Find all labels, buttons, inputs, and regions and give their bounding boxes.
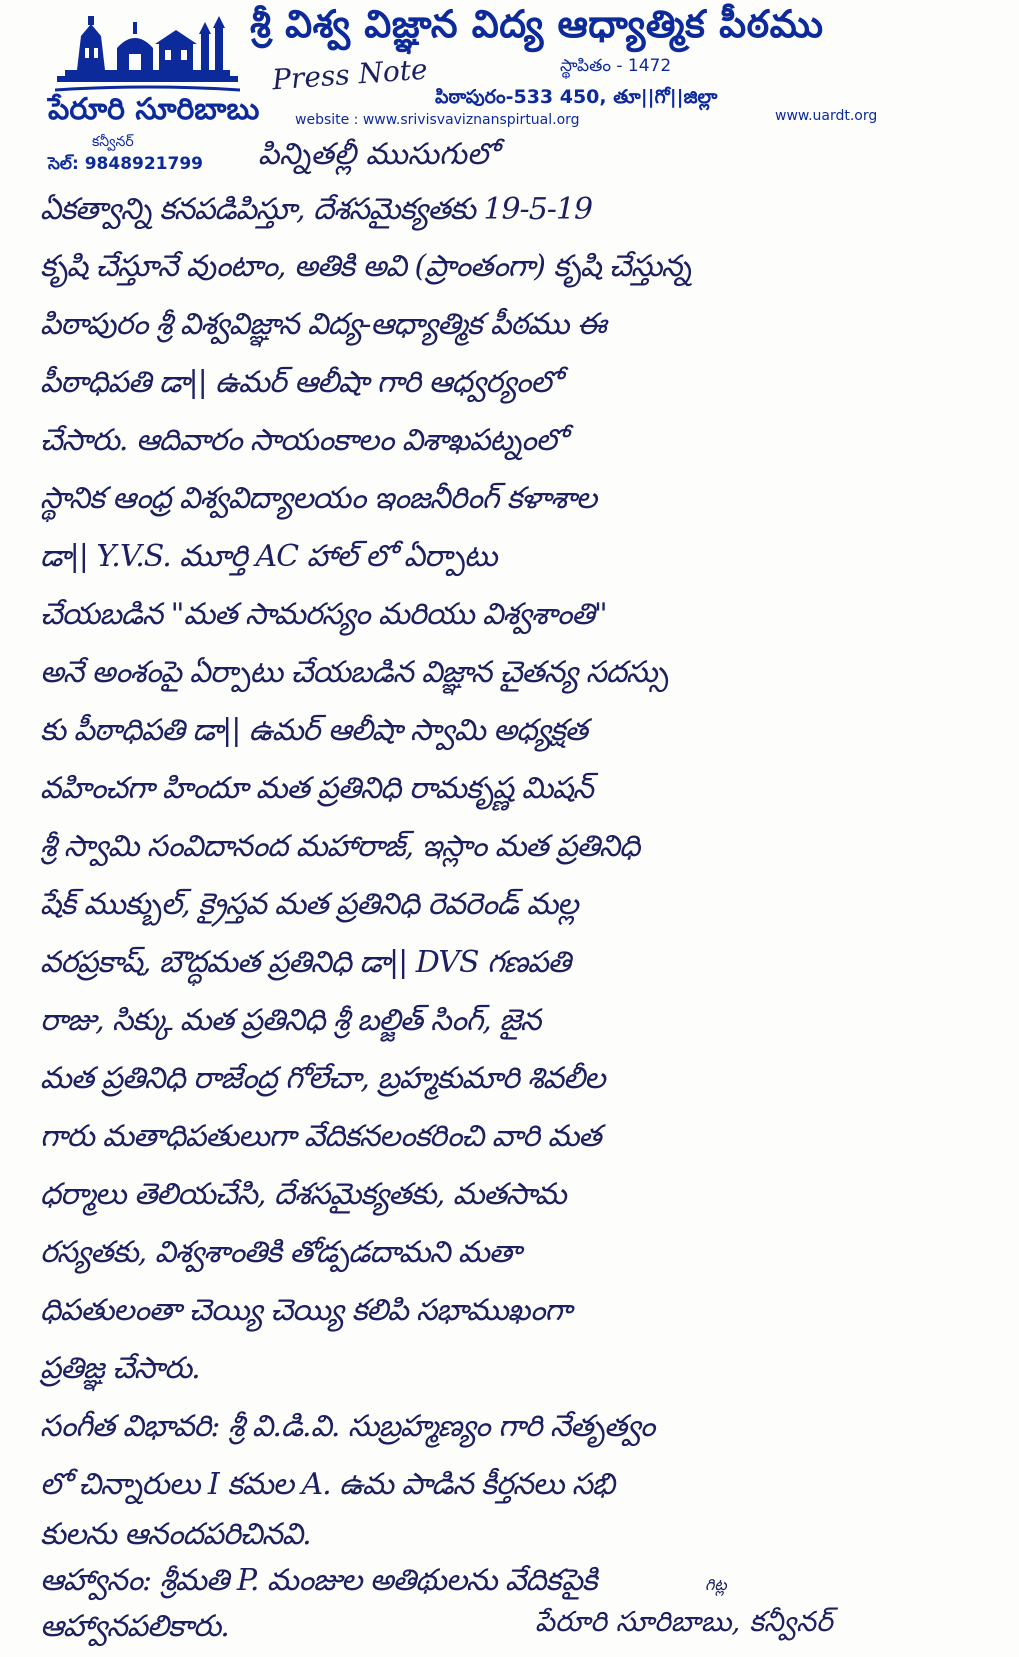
letter-line: అనే అంశంపై ఏర్పాటు చేయబడిన విజ్ఞాన చైతన్య సదస్సు — [40, 655, 668, 690]
letter-line: ధర్మాలు తెలియచేసి, దేశసమైక్యతకు, మతసామ — [40, 1177, 566, 1212]
letter-line: చేయబడిన "మత సామరస్యం మరియు విశ్వశాంతి" — [40, 597, 607, 632]
org-address: పిఠాపురం-533 450, తూ||గో||జిల్లా — [435, 86, 718, 108]
founder-role: కన్వీనర్ — [92, 134, 134, 150]
org-title: శ్రీ విశ్వ విజ్ఞాన విద్య ఆధ్యాత్మిక పీఠము — [250, 2, 824, 46]
letter-line: రాజు, సిక్కు మత ప్రతినిధి శ్రీ బల్జిత్ సింగ్, జైన — [40, 1003, 541, 1038]
letter-line: షేక్ ముక్బుల్, క్రైస్తవ మత ప్రతినిధి రెవరెండ్ మల్ల — [40, 887, 578, 922]
letter-line: వహించగా హిందూ మత ప్రతినిధి రామకృష్ణ మిషన్ — [40, 771, 593, 806]
letter-line: మత ప్రతినిధి రాజేంద్ర గోలేచా, బ్రహ్మకుమారి శివలీల — [40, 1061, 605, 1096]
founder-phone: సెల్: 9848921799 — [48, 154, 203, 174]
letter-line: డా|| Y.V.S. మూర్తి AC హాల్ లో ఏర్పాటు — [40, 539, 497, 574]
letter-line: వరప్రకాష్, బౌద్ధమత ప్రతినిధి డా|| DVS గణపతి — [40, 945, 571, 980]
letter-line: ఆహ్వానం: శ్రీమతి P. మంజుల అతిథులను వేదికపైకి — [40, 1563, 597, 1598]
letter-line: ఏకత్వాన్ని కనపడిపిస్తూ, దేశసమైక్యతకు 19-5-19 — [40, 192, 593, 227]
org-website-secondary: www.uardt.org — [775, 108, 878, 124]
letter-line: కులను ఆనందపరిచినవి. — [40, 1517, 311, 1552]
letter-line: ధిపతులంతా చెయ్యి చెయ్యి కలిపి సభాముఖంగా — [40, 1293, 572, 1328]
letter-line: లో చిన్నారులు I కమల A. ఉమ పాడిన కీర్తనలు సభి — [40, 1467, 615, 1502]
letter-line: గారు మతాధిపతులుగా వేదికనలంకరించి వారి మత — [40, 1119, 601, 1154]
letter-line: కృషి చేస్తూనే వుంటాం, అతికి అవి (ప్రాంతంగా) కృషి చేస్తున్న — [40, 249, 691, 284]
letter-line: కు పీఠాధిపతి డా|| ఉమర్ ఆలీషా స్వామి అధ్యక్షత — [40, 713, 587, 748]
org-website: website : www.srivisvaviznanspirtual.org — [295, 112, 580, 128]
signature-initials: గిట్ల — [705, 1575, 727, 1594]
press-note-handwritten: Press Note — [271, 52, 429, 97]
letter-line: శ్రీ స్వామి సంవిదానంద మహారాజ్, ఇస్లాం మత ప్రతినిధి — [40, 829, 640, 864]
letter-line: సంగీత విభావరి: శ్రీ వి.డి.వి. సుబ్రహ్మణ్యం గారి నేతృత్వం — [40, 1409, 655, 1444]
letter-line: ఆహ్వానపలికారు. — [40, 1609, 229, 1644]
letter-line: చేసారు. ఆదివారం సాయంకాలం విశాఖపట్నంలో — [40, 423, 566, 458]
letter-line: స్థానిక ఆంధ్ర విశ్వవిద్యాలయం ఇంజనీరింగ్ కళాశాల — [40, 481, 597, 516]
letter-line: పిన్నితల్లీ ముసుగులో — [258, 137, 498, 172]
founder-name: పేరూరి సూరిబాబు — [48, 92, 260, 127]
letter-line: పీఠాధిపతి డా|| ఉమర్ ఆలీషా గారి ఆధ్వర్యంలో — [40, 365, 561, 400]
signature: పేరూరి సూరిబాబు, కన్వీనర్ — [535, 1605, 833, 1638]
org-established: స్థాపితం - 1472 — [560, 56, 672, 76]
letter-line: ప్రతిజ్ఞ చేసారు. — [40, 1351, 200, 1386]
letter-line: రస్యతకు, విశ్వశాంతికి తోడ్పడదామని మతా — [40, 1235, 521, 1270]
letter-line: పిఠాపురం శ్రీ విశ్వవిజ్ఞాన విద్య-ఆధ్యాత్మిక పీఠము ఈ — [40, 307, 606, 342]
